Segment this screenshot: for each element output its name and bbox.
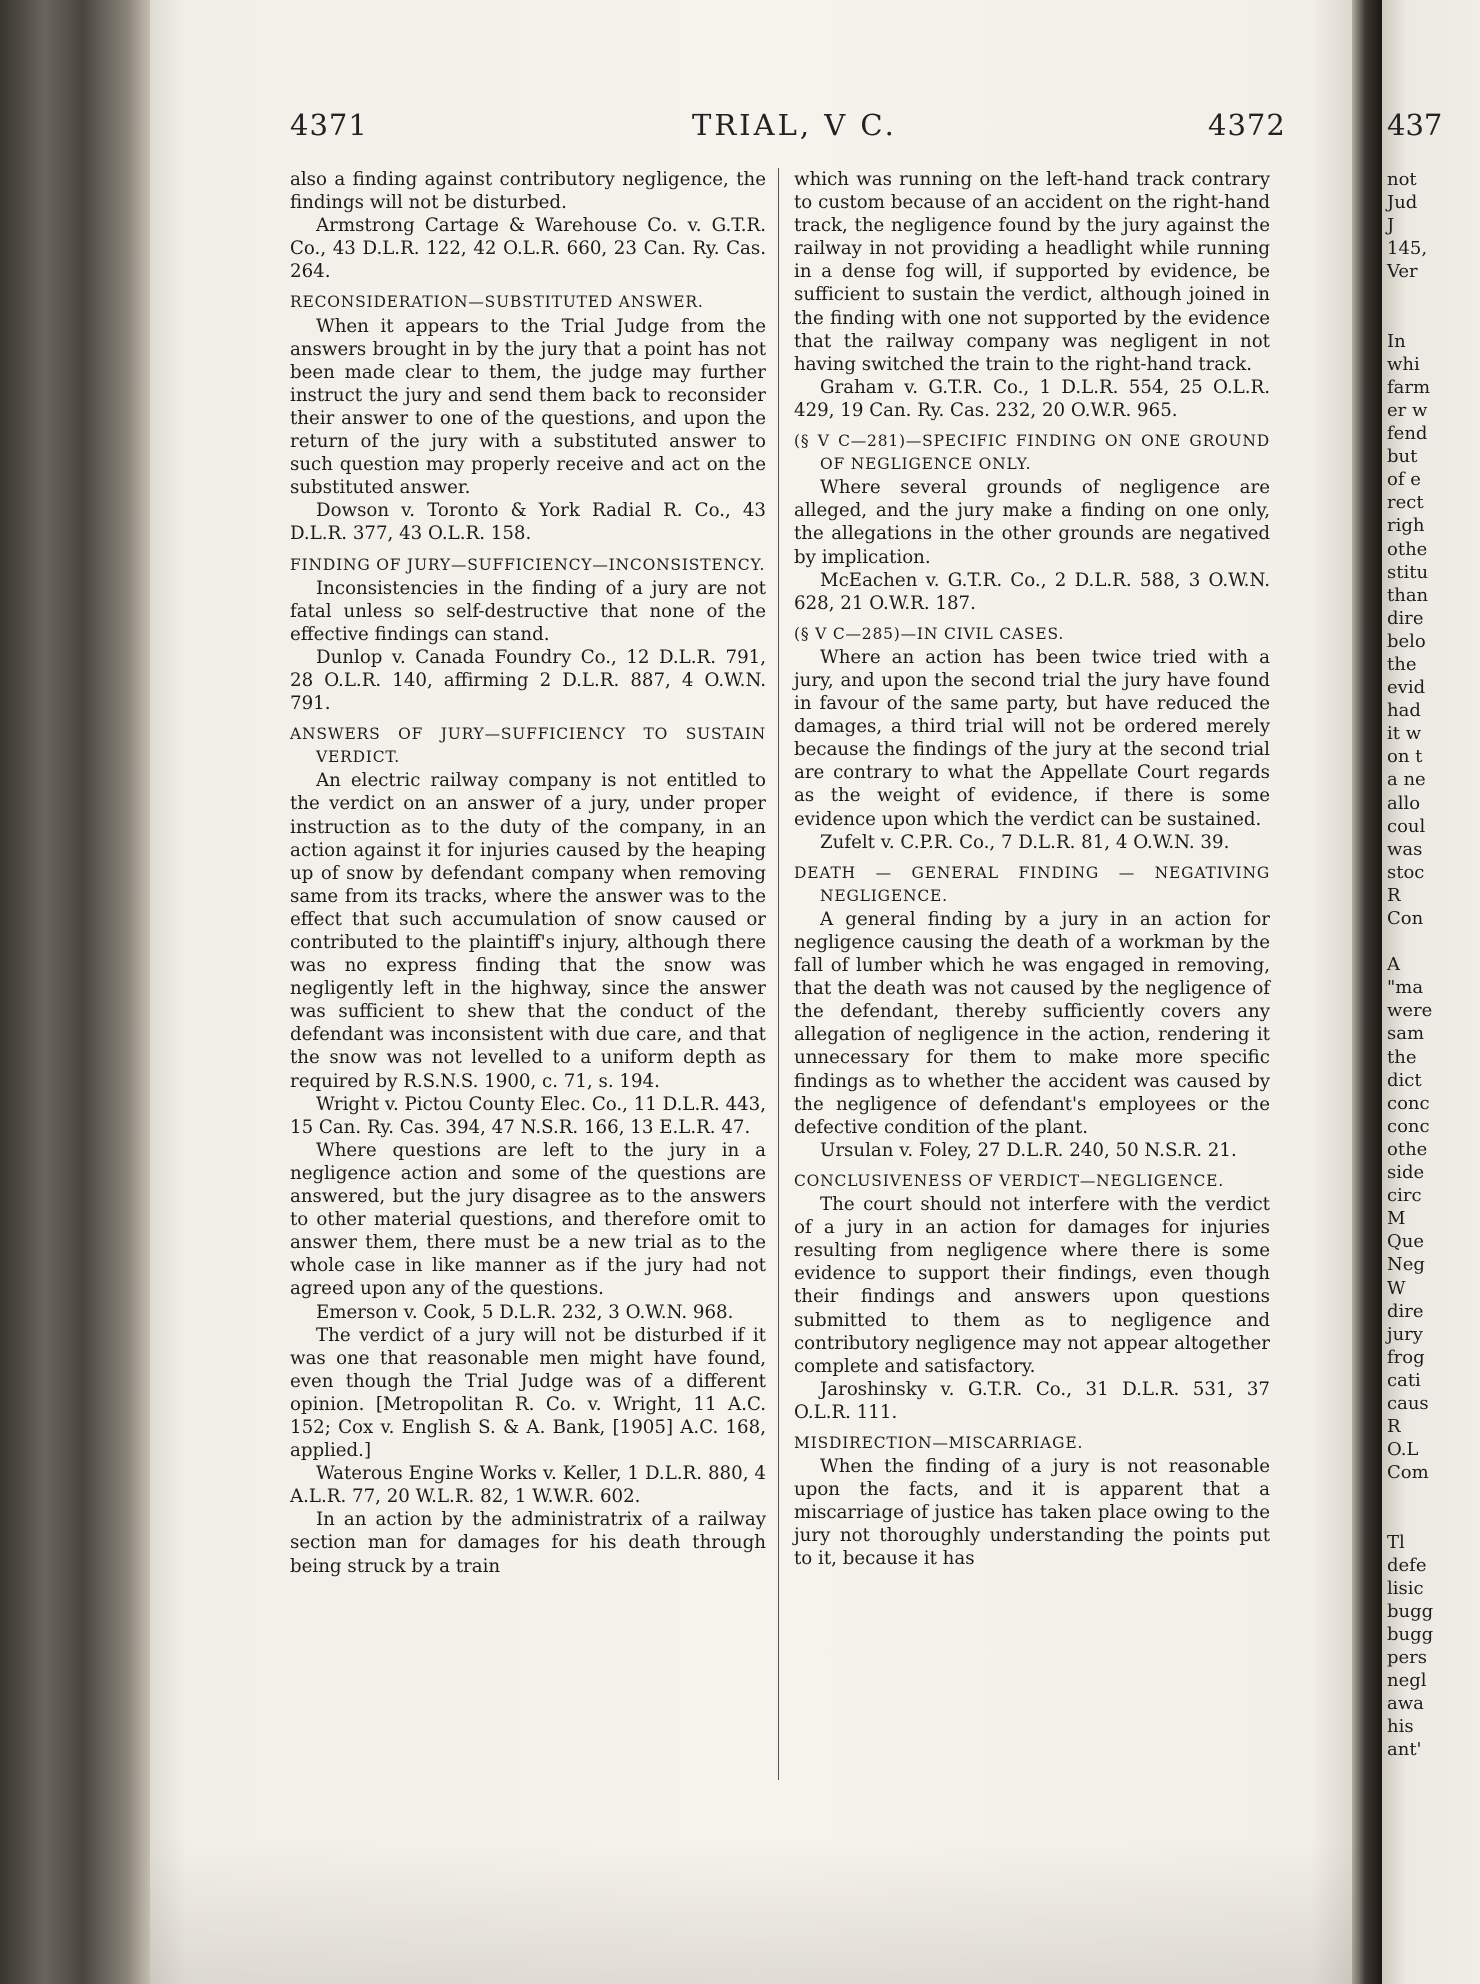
next-page-fragment: Tl (1387, 1531, 1405, 1553)
paragraph: also a finding against contributory negligence, the findings will not be disturbed. (290, 169, 766, 214)
right-column (794, 168, 1270, 1571)
next-page-fragment: dict (1387, 1069, 1422, 1091)
next-page-fragment: stitu (1387, 561, 1429, 583)
next-page-fragment (1387, 1484, 1433, 1507)
next-page-fragment: O.L (1387, 1439, 1419, 1461)
paragraph: A general finding by a jury in an action for negligence causing the death of a workman by the fall of lumber which he was engaged in removing, that the death was not caused by the negligence of the defendant, thereby sufficiently covers any allegation of negligence in the action, rendering it unnecessary for them to make more specific findings as to whether the accident was caused by the negligence of defendant's employees or the defective condition of the plant. (794, 908, 1270, 1138)
next-page-fragment: righ (1387, 515, 1425, 537)
next-page-fragment: A (1387, 954, 1400, 976)
section-heading: (§ V C—285)—IN CIVIL CASES. (794, 624, 1065, 643)
next-page-fragment: J (1387, 215, 1395, 237)
right-page-number: 4372 (1208, 108, 1286, 142)
section-heading: CONCLUSIVENESS OF VERDICT—NEGLIGENCE. (794, 1171, 1224, 1190)
paragraph: In an action by the administratrix of a railway section man for damages for his death through being struck by a train (290, 1509, 766, 1577)
case-citation: Emerson v. Cook, 5 D.L.R. 232, 3 O.W.N. 968. (316, 1301, 734, 1323)
next-page-fragment: 145, (1387, 238, 1428, 260)
next-page-fragment: jury (1387, 1323, 1423, 1345)
case-citation: Ursulan v. Foley, 27 D.L.R. 240, 50 N.S.R. 21. (820, 1139, 1237, 1161)
section-heading: FINDING OF JURY—SUFFICIENCY—INCONSISTENCY. (290, 555, 766, 574)
next-page-fragment: sam (1387, 1023, 1425, 1045)
running-head: TRIAL, V C. (692, 108, 897, 142)
next-page-fragment: dire (1387, 1300, 1424, 1322)
next-page-fragment: were (1387, 1000, 1433, 1022)
next-page-fragment: a ne (1387, 769, 1426, 791)
next-page-fragment: M (1387, 1208, 1406, 1230)
next-page-fragment (1387, 283, 1433, 306)
section-heading: MISDIRECTION—MISCARRIAGE. (794, 1433, 1084, 1452)
next-page-fragment: othe (1387, 1138, 1428, 1160)
next-page-fragment: awa (1387, 1693, 1424, 1715)
next-page-fragment: belo (1387, 630, 1426, 652)
column-divider (778, 168, 779, 1780)
case-citation: Dowson v. Toronto & York Radial R. Co., 43 D.L.R. 377, 43 O.L.R. 158. (290, 500, 766, 545)
next-page-fragment: conc (1387, 1092, 1430, 1114)
case-citation: Graham v. G.T.R. Co., 1 D.L.R. 554, 25 O.L.R. 429, 19 Can. Ry. Cas. 232, 20 O.W.R. 965. (794, 376, 1270, 421)
next-page-fragment: was (1387, 838, 1423, 860)
case-citation: McEachen v. G.T.R. Co., 2 D.L.R. 588, 3 O.W.N. 628, 21 O.W.R. 187. (794, 569, 1270, 614)
next-page-fragment: Con (1387, 908, 1424, 929)
paragraph: When the finding of a jury is not reasonable upon the facts, and it is apparent that a miscarriage of justice has taken place owing to the jury not thoroughly understanding the points put to it, because it has (794, 1456, 1270, 1570)
next-page-fragment: In (1387, 330, 1406, 352)
next-page-fragment (1387, 1507, 1433, 1530)
book-gutter (1352, 0, 1382, 1984)
next-page-fragment: pers (1387, 1647, 1428, 1668)
next-page-fragment: ant' (1387, 1739, 1422, 1761)
next-page-fragment: bugg (1387, 1623, 1434, 1645)
next-page-fragment: dire (1387, 607, 1424, 629)
case-citation: Wright v. Pictou County Elec. Co., 11 D.L.R. 443, 15 Can. Ry. Cas. 394, 47 N.S.R. 166, 13 E.L.R. 47. (290, 1093, 766, 1138)
next-page-fragment: but (1387, 446, 1418, 468)
case-citation: Armstrong Cartage & Warehouse Co. v. G.T.R. Co., 43 D.L.R. 122, 42 O.L.R. 660, 23 Can. Ry. Cas. 264. (290, 215, 766, 283)
next-page-fragment: on t (1387, 746, 1423, 768)
next-page-fragment: had (1387, 700, 1421, 722)
next-page-fragments (1387, 168, 1433, 1761)
next-page-fragment: Que (1387, 1231, 1425, 1253)
paragraph: An electric railway company is not entitled to the verdict on an answer of a jury, under proper instruction as to the duty of the company, in an action against it for injuries caused by the heaping up of snow by defendant company when removing same from its tracks, where the answer was to the effect that such accumulation of snow caused or contributed to the plaintiff's injury, although there was no express finding that the snow was negligently left in the highway, since the answer was sufficient to shew that the conduct of the defendant was inconsistent with due care, and that the snow was not levelled to a uniform depth as required by R.S.N.S. 1900, c. 71, s. 194. (290, 770, 766, 1092)
paragraph: The verdict of a jury will not be disturbed if it was one that reasonable men might have found, even though the Trial Judge was of a different opinion. [Metropolitan R. Co. v. Wright, 11 A.C. 152; Cox v. English S. & A. Bank, [1905] A.C. 168, applied.] (290, 1324, 766, 1462)
next-page-fragment: defe (1387, 1554, 1427, 1576)
case-citation: Waterous Engine Works v. Keller, 1 D.L.R. 880, 4 A.L.R. 77, 20 W.L.R. 82, 1 W.W.R. 602. (290, 1463, 766, 1508)
paragraph: Inconsistencies in the finding of a jury are not fatal unless so self-destructive that none of the effective findings can stand. (290, 577, 766, 645)
next-page-fragment: othe (1387, 538, 1428, 560)
next-page-fragment: "ma (1387, 977, 1424, 999)
next-page-fragment: Neg (1387, 1254, 1425, 1276)
next-page-fragment: conc (1387, 1115, 1430, 1137)
next-page-fragment: caus (1387, 1392, 1429, 1414)
next-page-fragment: lisic (1387, 1577, 1424, 1599)
case-citation: Zufelt v. C.P.R. Co., 7 D.L.R. 81, 4 O.W.N. 39. (820, 831, 1230, 853)
next-page-edge (1382, 0, 1480, 1984)
next-page-fragment: than (1387, 584, 1429, 606)
next-page-fragment: W (1387, 1277, 1406, 1299)
next-page-fragment: allo (1387, 792, 1421, 814)
book-edge-left (0, 0, 150, 1984)
next-page-fragment: rect (1387, 492, 1424, 514)
next-page-fragment: stoc (1387, 861, 1425, 883)
next-page-fragment: whi (1387, 353, 1420, 375)
next-page-fragment: of e (1387, 469, 1421, 491)
section-heading: ANSWERS OF JURY—SUFFICIENCY TO SUSTAIN VERDICT. (290, 725, 766, 767)
paragraph: The court should not interfere with the verdict of a jury in an action for damages for injuries resulting from negligence where there is some evidence to support their findings, even though their findings and answers upon questions submitted to them as to negligence and contributory negligence may not appear altogether complete and satisfactory. (794, 1194, 1270, 1377)
next-page-fragment: Ver (1387, 261, 1418, 283)
case-citation: Jaroshinsky v. G.T.R. Co., 31 D.L.R. 531, 37 O.L.R. 111. (794, 1378, 1270, 1423)
next-page-number: 437 (1387, 108, 1443, 142)
next-page-fragment: it w (1387, 723, 1422, 745)
section-heading: RECONSIDERATION—SUBSTITUTED ANSWER. (290, 293, 704, 312)
section-heading: DEATH — GENERAL FINDING — NEGATIVING NEGLIGENCE. (794, 863, 1270, 905)
section-heading: (§ V C—281)—SPECIFIC FINDING ON ONE GROUND OF NEGLIGENCE ONLY. (794, 432, 1270, 474)
next-page-fragment: Com (1387, 1462, 1429, 1484)
paragraph: which was running on the left-hand track contrary to custom because of an accident on the right-hand track, the negligence found by the jury against the railway in not providing a headlight while running in a dense fog will, if supported by evidence, be sufficient to sustain the verdict, although joined in the finding with one not supported by the evidence that the railway company was negligent in not having switched the train to the right-hand track. (794, 169, 1270, 375)
next-page-fragment: circ (1387, 1185, 1422, 1207)
next-page-fragment: negl (1387, 1670, 1427, 1692)
next-page-fragment: coul (1387, 815, 1426, 837)
next-page-fragment: side (1387, 1162, 1425, 1184)
case-citation: Dunlop v. Canada Foundry Co., 12 D.L.R. 791, 28 O.L.R. 140, affirming 2 D.L.R. 887, 4 O.W.N. 791. (290, 646, 766, 715)
next-page-fragment: fend (1387, 423, 1428, 445)
next-page-fragment: R (1387, 1416, 1401, 1438)
next-page-fragment: er w (1387, 399, 1428, 421)
next-page-fragment: R (1387, 884, 1401, 906)
next-page-fragment (1387, 930, 1433, 953)
next-page-fragment (1387, 307, 1433, 330)
paragraph: When it appears to the Trial Judge from the answers brought in by the jury that a point has not been made clear to them, the judge may further instruct the jury and send them back to reconsider their answer to one of the questions, and upon the return of the jury with a substituted answer to such question may properly receive and act on the substituted answer. (290, 315, 766, 499)
paragraph: Where an action has been twice tried with a jury, and upon the second trial the jury have found in favour of the same party, but have reduced the damages, a third trial will not be ordered merely because the findings of the jury at the second trial are contrary to what the Appellate Court regards as the weight of evidence, if there is some evidence upon which the verdict can be sustained. (794, 646, 1270, 830)
next-page-fragment: the (1387, 1046, 1417, 1068)
next-page-fragment: not (1387, 169, 1417, 190)
paragraph: Where several grounds of negligence are alleged, and the jury make a finding on one only, the allegations in the other grounds are negatived by implication. (794, 477, 1270, 568)
left-column (290, 168, 766, 1578)
next-page-fragment: bugg (1387, 1600, 1434, 1622)
paragraph: Where questions are left to the jury in a negligence action and some of the questions are answered, but the jury disagree as to the answers to other material questions, and therefore omit to answer them, there must be a new trial as to the whole case in like manner as if the jury had not agreed upon any of the questions. (290, 1139, 766, 1300)
left-page-number: 4371 (290, 108, 368, 142)
next-page-fragment: cati (1387, 1369, 1421, 1391)
next-page-fragment: his (1387, 1716, 1414, 1738)
next-page-fragment: frog (1387, 1346, 1425, 1368)
next-page-fragment: the (1387, 653, 1417, 675)
next-page-fragment: evid (1387, 677, 1426, 699)
next-page-fragment: Jud (1387, 192, 1418, 214)
page-shadow (150, 1840, 1360, 1984)
next-page-fragment: farm (1387, 376, 1431, 398)
